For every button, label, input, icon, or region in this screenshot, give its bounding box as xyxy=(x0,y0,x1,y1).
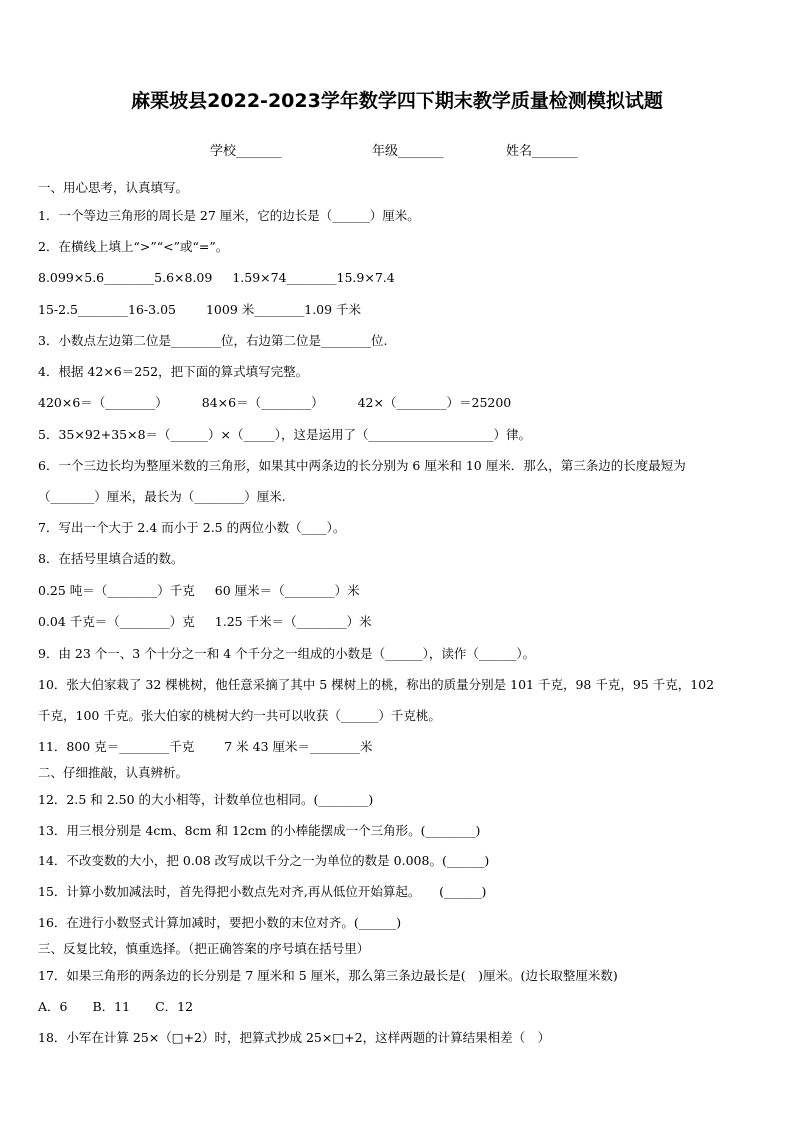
grade-field[interactable]: 年级_______ xyxy=(372,144,444,159)
question-2-row-2 xyxy=(38,302,361,318)
question-9: 9．由 23 个一、3 个十分之一和 4 个千分之一组成的小数是（______），读作（______）。 xyxy=(38,646,536,661)
question-1: 1．一个等边三角形的周长是 27 厘米，它的边长是（______）厘米。 xyxy=(38,208,420,223)
question-10-line-1: 10．张大伯家栽了 32 棵桃树，他任意采摘了其中 5 棵树上的桃，称出的质量分别是 101 千克，98 千克，95 千克，102 xyxy=(38,677,715,692)
question-2-item-a: 8.099×5.6________5.6×8.09 xyxy=(38,270,213,285)
question-11-item-b: 7 米 43 厘米＝________米 xyxy=(224,739,373,754)
question-2-item-b: 1.59×74________15.9×7.4 xyxy=(232,270,395,285)
question-2-row-1 xyxy=(38,270,395,286)
question-2-item-c: 15-2.5________16-3.05 xyxy=(38,302,176,317)
question-4-row xyxy=(38,395,511,411)
question-6-line-2: （_______）厘米，最长为（________）厘米. xyxy=(38,489,286,504)
section-heading-2: 二、仔细推敲，认真辨析。 xyxy=(38,765,189,780)
question-4-item-a: 420×6＝（________） xyxy=(38,395,168,410)
question-8-item-c: 0.04 千克＝（________）克 xyxy=(38,614,195,629)
question-4: 4．根据 42×6＝252，把下面的算式填写完整。 xyxy=(38,364,309,379)
question-10-line-2: 千克，100 千克。张大伯家的桃树大约一共可以收获（______）千克桃。 xyxy=(38,708,441,723)
question-8-item-a: 0.25 吨＝（________）千克 xyxy=(38,583,195,598)
question-17-options: A．6 B．11 C．12 xyxy=(38,999,194,1014)
question-16: 16．在进行小数竖式计算加减时，要把小数的末位对齐。(______) xyxy=(38,915,402,930)
question-7: 7．写出一个大于 2.4 而小于 2.5 的两位小数（____）。 xyxy=(38,520,346,535)
student-info-row xyxy=(0,140,794,160)
question-14: 14．不改变数的大小，把 0.08 改写成以千分之一为单位的数是 0.008。(______) xyxy=(38,853,490,868)
question-8-row-2 xyxy=(38,614,372,630)
question-3: 3．小数点左边第二位是________位，右边第二位是________位. xyxy=(38,333,388,348)
question-11-item-a: 11．800 克＝________千克 xyxy=(38,739,195,754)
question-5: 5．35×92+35×8＝（______）×（_____），这是运用了（____________________）律。 xyxy=(38,427,532,442)
school-field[interactable]: 学校_______ xyxy=(210,144,282,159)
question-8-item-b: 60 厘米＝（________）米 xyxy=(214,583,360,598)
name-field[interactable]: 姓名_______ xyxy=(506,144,578,159)
question-17: 17．如果三角形的两条边的长分别是 7 厘米和 5 厘米，那么第三条边最长是( )厘米。(边长取整厘米数) xyxy=(38,968,618,983)
question-4-item-c: 42×（________）＝25200 xyxy=(357,395,512,410)
question-2-item-d: 1009 米________1.09 千米 xyxy=(205,302,362,317)
question-8-item-d: 1.25 千米＝（________）米 xyxy=(214,614,372,629)
question-13: 13．用三根分别是 4cm、8cm 和 12cm 的小棒能摆成一个三角形。(________) xyxy=(38,823,481,838)
section-heading-1: 一、用心思考，认真填写。 xyxy=(38,180,189,195)
question-11-row xyxy=(38,739,373,755)
question-12: 12．2.5 和 2.50 的大小相等，计数单位也相同。(________) xyxy=(38,792,374,807)
section-heading-3: 三、反复比较，慎重选择。（把正确答案的序号填在括号里） xyxy=(38,941,370,956)
question-15: 15．计算小数加减法时，首先得把小数点先对齐,再从低位开始算起。 (______) xyxy=(38,884,487,899)
page-title: 麻栗坡县2022-2023学年数学四下期末教学质量检测模拟试题 xyxy=(131,90,663,112)
question-8-row-1 xyxy=(38,583,360,599)
question-6-line-1: 6．一个三边长均为整厘米数的三角形，如果其中两条边的长分别为 6 厘米和 10 厘米．那么，第三条边的长度最短为 xyxy=(38,458,686,473)
question-18: 18．小军在计算 25×（□+2）时，把算式抄成 25×□+2，这样两题的计算结果相差（ ） xyxy=(38,1030,551,1045)
question-8: 8．在括号里填合适的数。 xyxy=(38,551,184,566)
question-4-item-b: 84×6＝（________） xyxy=(201,395,324,410)
question-2: 2．在横线上填上“>”“<”或“=”。 xyxy=(38,239,229,254)
